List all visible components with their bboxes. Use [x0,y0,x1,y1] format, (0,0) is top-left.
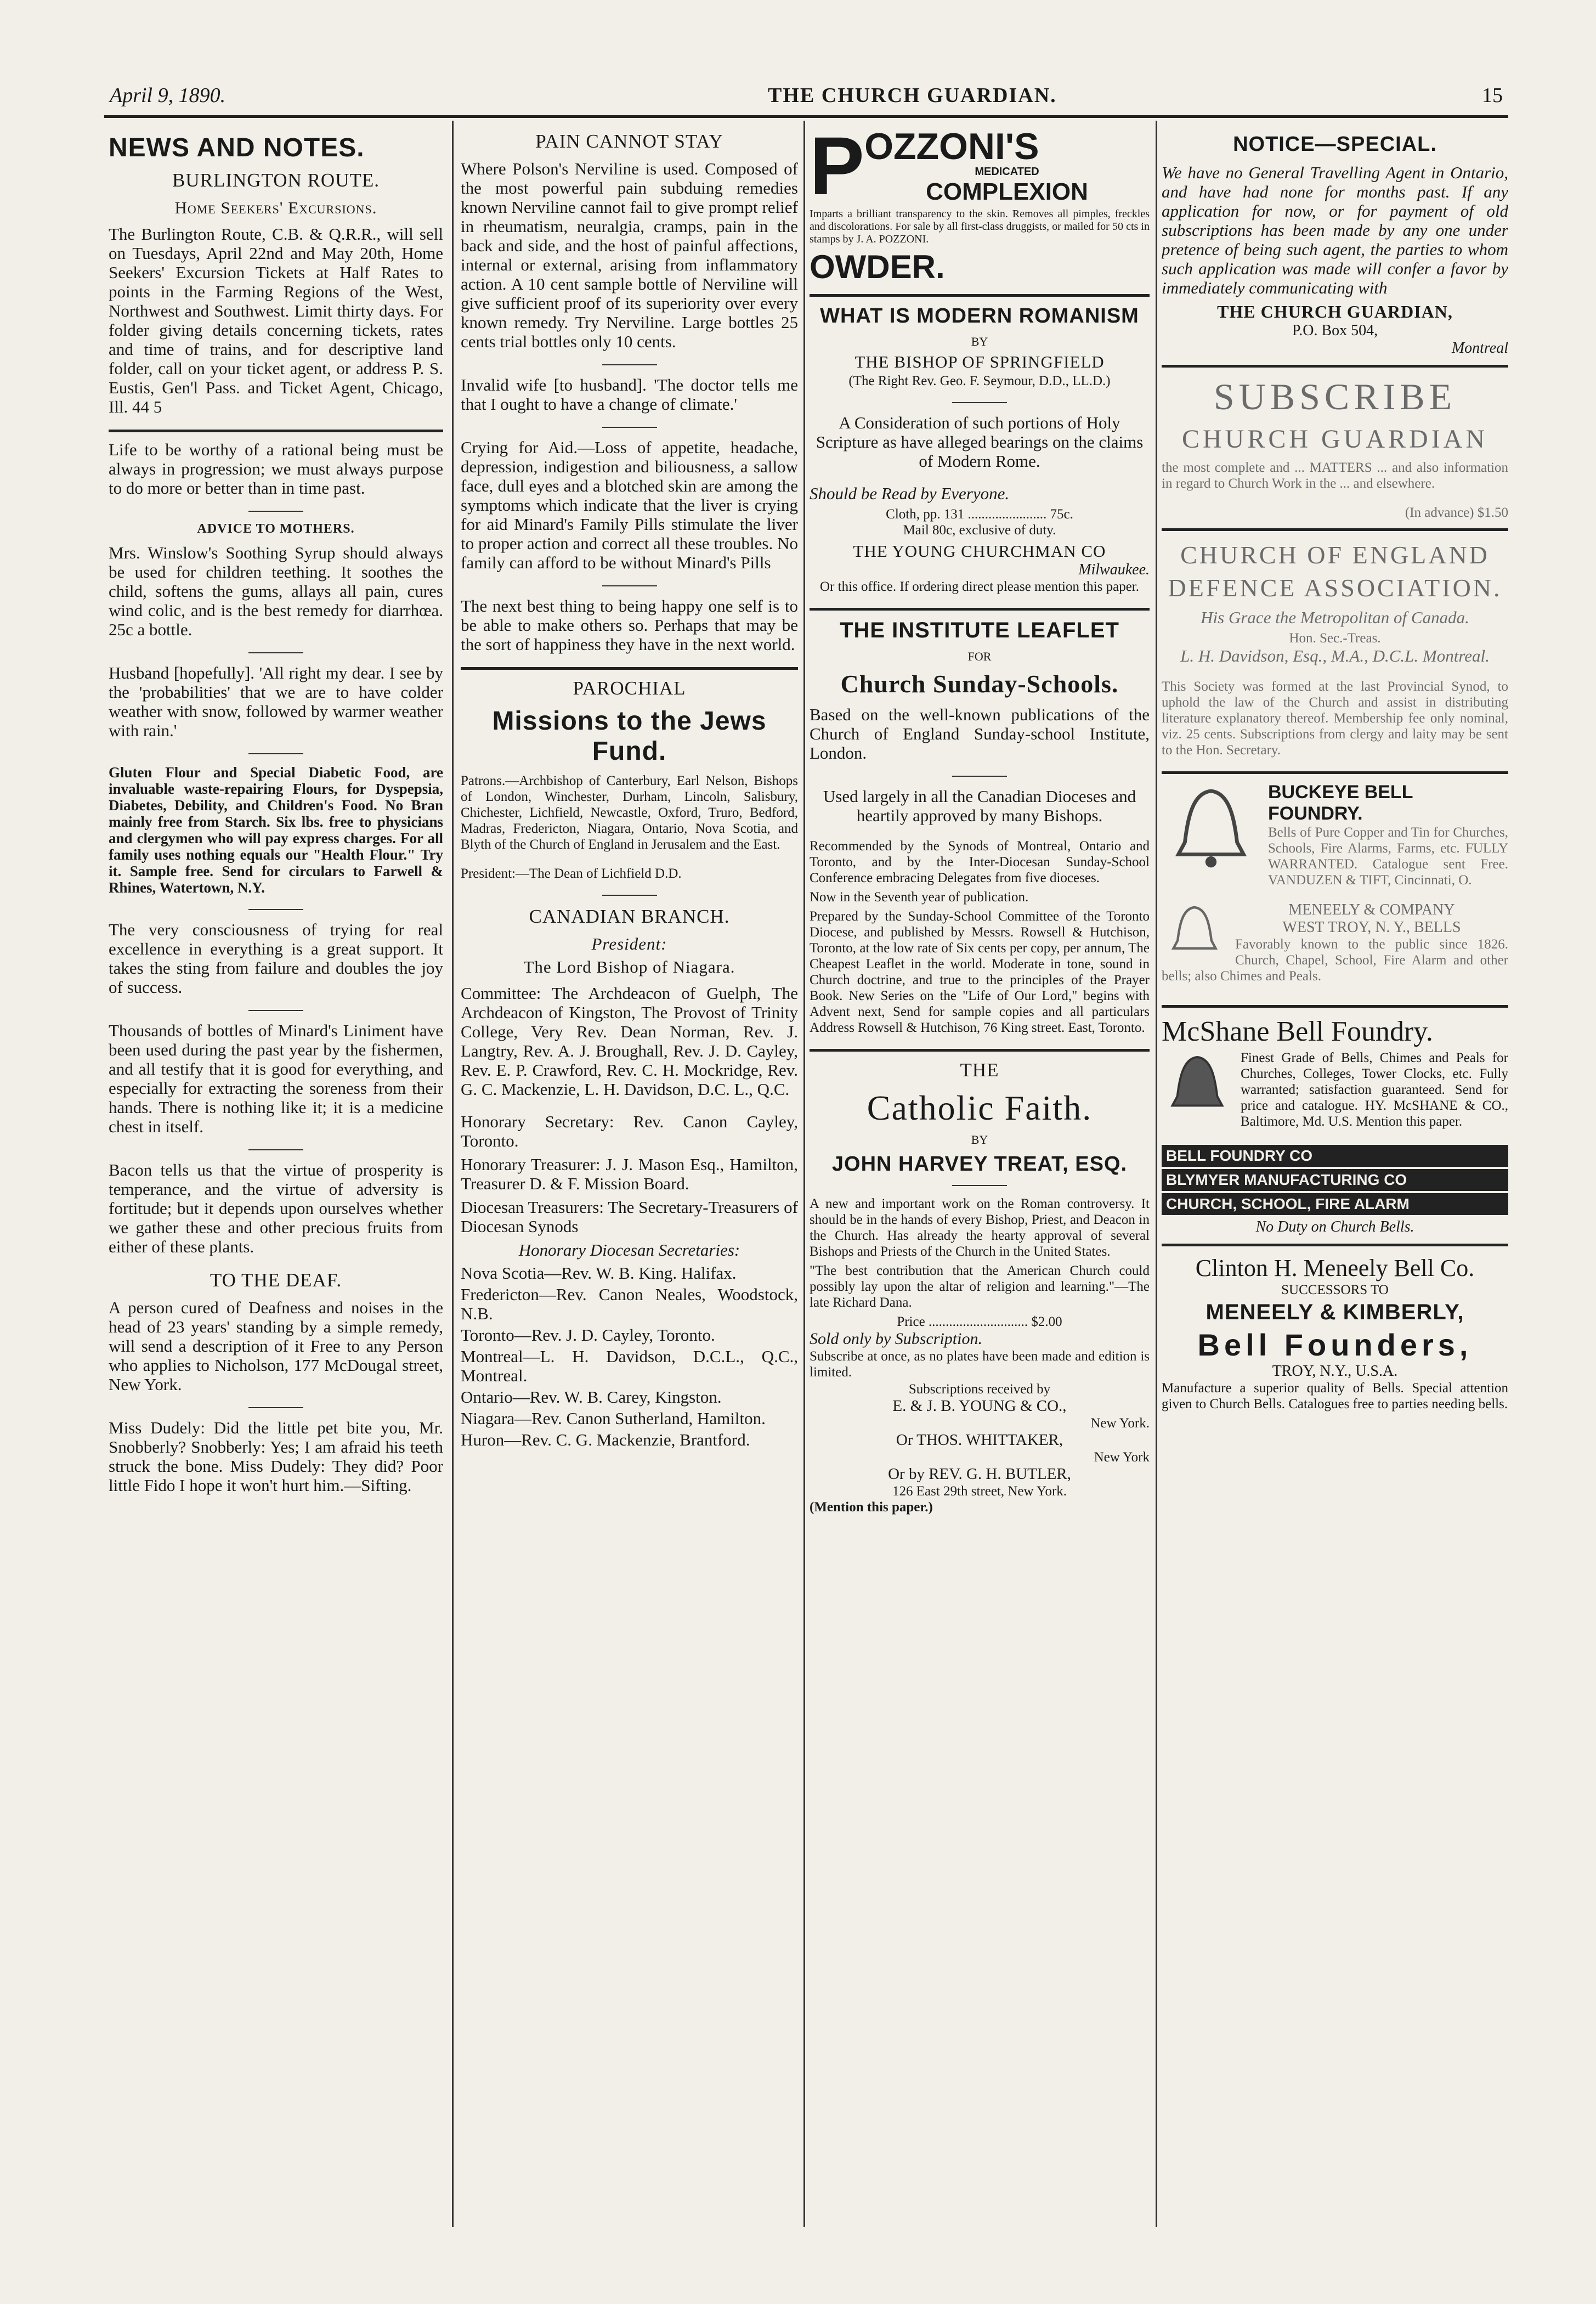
divider [1162,365,1508,368]
treat-author: JOHN HARVEY TREAT, ESQ. [831,1153,1128,1176]
deaf-heading: TO THE DEAF. [210,1269,342,1291]
buckeye-text: Bells of Pure Copper and Tin for Churches, Schools, Fire Alarms, Farms, etc. FULLY WARRANTED. Catalogue sent Free. VANDUZEN & TIFT, Cincinnati, O. [1268,825,1508,888]
butler: Or by REV. G. H. BUTLER, [888,1465,1071,1483]
blymyer-ad [1162,1145,1508,1236]
blymyer-strip: BELL FOUNDRY CO [1162,1145,1508,1167]
leaflet-now-in: Now in the Seventh year of publication. [810,890,1029,905]
divider [461,667,798,670]
dudely-paragraph: Miss Dudely: Did the little pet bite you, Mr. Snobberly? Snobberly: Yes; I am afraid his teeth struck the bone. Miss Dudely: They did? Poor little Fido I hope it won't hurt him.—Sifting. [109,1418,443,1495]
should-read: Should be Read by Everyone. [810,484,1010,503]
divider [810,608,1150,611]
guardian-box: P.O. Box 504, [1292,322,1378,339]
pozzoni-ad [810,127,1150,212]
leaflet-heading: THE INSTITUTE LEAFLET [840,618,1119,642]
deaf-paragraph: A person cured of Deafness and noises in the head of 23 years' standing by a simple remedy, will send a description of it Free to any Person who applies to Nicholson, 177 McDougal street, New York. [109,1298,443,1394]
pozzoni-complexion: COMPLEXION [926,178,1088,205]
order-note: Or this office. If ordering direct please mention this paper. [820,579,1139,594]
divider [810,1049,1150,1052]
secretary-entry: Niagara—Rev. Canon Sutherland, Hamilton. [461,1409,766,1428]
diocesan-treasurers: Diocesan Treasurers: The Secretary-Treasurers of Diocesan Synods [461,1198,798,1236]
defence-association-heading: CHURCH OF ENGLAND DEFENCE ASSOCIATION. [1168,541,1502,602]
hon-treasurer: Honorary Treasurer: J. J. Mason Esq., Hamilton, Treasurer D. & F. Mission Board. [461,1155,798,1193]
parochial-heading: PAROCHIAL [573,677,686,699]
divider [952,402,1007,403]
advance-price: (In advance) $1.50 [1405,505,1508,520]
patrons-text: Patrons.—Archbishop of Canterbury, Earl Nelson, Bishops of London, Winchester, Durham, Lincoln, Salisbury, Chichester, Lichfield, Newcastle, Oxford, Truro, Bedford, Madras, Fredericton, Niagara, Ontario, Nova Scotia, and Blyth of the Church of England in Jerusalem and the East. [461,773,798,852]
president-lichfield: President:—The Dean of Lichfield D.D. [461,866,682,881]
mcshane-heading: McShane Bell Foundry. [1162,1016,1433,1047]
pozzoni-medicated: MEDICATED [975,166,1039,178]
price: Price ............................. $2.00 [897,1314,1062,1329]
divider [248,1407,303,1408]
leaflet-based: Based on the well-known publications of the Church of England Sunday-school Institute, London. [810,705,1150,763]
divider [248,909,303,910]
milwaukee: Milwaukee. [1078,561,1150,578]
secretary-entry: Nova Scotia—Rev. W. B. King. Halifax. [461,1263,737,1283]
news-notes-heading: NEWS AND NOTES. [109,133,365,162]
dana-quote: "The best contribution that the American Church could possibly lay upon the altar of religion and learning."—The late Richard Dana. [810,1263,1150,1310]
meneely-text: Favorably known to the public since 1826. Church, Chapel, School, Fire Alarm and other bells; also Chimes and Peals. [1162,937,1508,984]
buckeye-heading: BUCKEYE BELL FOUNDRY. [1268,782,1413,824]
society-text: This Society was formed at the last Provincial Synod, to uphold the law of the Church and assist in distributing literature explanatory thereof. Membership fee only nominal, viz. 25 cents. Subscriptions from clergy and laity may be sent to the Hon. Secretary. [1162,679,1508,758]
gluten-flour-ad: Gluten Flour and Special Diabetic Food, are invaluable waste-repairing Flours, for Dyspepsia, Diabetes, Debility, and Children's Food. No Bran mainly free from Starch. Six lbs. free to physicians and clergymen who will pay express charges. For all family uses nothing equals our "Health Flour." Try it. Sample free. Send for circulars to Farwell & Rhines, Watertown, N.Y. [109,764,443,896]
mail-price: Mail 80c, exclusive of duty. [903,523,1056,538]
new-york: New York [1094,1450,1150,1465]
new-work-text: A new and important work on the Roman controversy. It should be in the hands of every Bishop, Priest, and Deacon in the Church. Has already the hearty approval of several Bishops and Priests of the Church in the United States. [810,1196,1150,1259]
divider [248,753,303,754]
secretary-entry: Toronto—Rev. J. D. Cayley, Toronto. [461,1325,715,1345]
president-label: President: [591,934,667,953]
page-header [104,82,1508,118]
burlington-heading: BURLINGTON ROUTE. [172,170,380,191]
davidson: L. H. Davidson, Esq., M.A., D.C.L. Montreal. [1180,646,1490,665]
mcshane-text: Finest Grade of Bells, Chimes and Peals for Churches, Colleges, Tower Clocks, etc. Fully warranted; satisfaction guaranteed. Send for price and catalogue. HY. McSHANE & CO., Baltimore, Md. U.S. Mention this paper. [1241,1051,1508,1129]
column-rule [803,121,805,2227]
blymyer-strip: BLYMYER MANUFACTURING CO [1162,1169,1508,1191]
by-label: BY [971,335,988,348]
committee-text: Committee: The Archdeacon of Guelph, The Archdeacon of Kingston, The Provost of Trinity College, Very Rev. Dean Norman, Rev. J. Langtry, Rev. A. J. Broughall, Rev. J. D. Cayley, Rev. E. P. Crawford, Rev. C. H. Mockridge, Rev. G. C. Mackenzie, L. H. Davidson, D.C. L., Q.C. [461,984,798,1099]
bishop-subtitle: (The Right Rev. Geo. F. Seymour, D.D., LL.D.) [848,374,1111,388]
leaflet-prepared: Prepared by the Sunday-School Committee of the Toronto Diocese, and published by Messrs. Rowsell & Hutchison, Toronto, at the low rate of Six cents per copy, per annum, The Cheapest Leaflet in the world. Moderate in tone, sound in Church doctrine, and true to the principles of the Prayer Book. New Series on the "Life of Our Lord," begins with Advent next, Send for sample copies and all particulars Address Rowsell & Hutchison, 76 King street. East, Toronto. [810,909,1150,1035]
meneely-kimberly: MENEELY & KIMBERLY, [1206,1300,1464,1324]
meneely-heading: MENEELY & COMPANY [1288,901,1455,918]
next-best-paragraph: The next best thing to being happy one self is to be able to make others so. Perhaps that may be the sort of happiness they have in the next world. [461,596,798,654]
subscribe-heading: SUBSCRIBE [1213,376,1457,417]
divider [109,430,443,432]
divider [952,1185,1007,1186]
secretary-entry: Fredericton—Rev. Canon Neales, Woodstock, N.B. [461,1285,798,1323]
column-3 [810,127,1150,2222]
pozzoni-powder: OWDER. [810,249,945,285]
divider [1162,1005,1508,1008]
the-label: THE [960,1059,999,1081]
secretary-entry: Ontario—Rev. W. B. Carey, Kingston. [461,1387,722,1407]
pain-heading: PAIN CANNOT STAY [535,131,723,152]
secretaries-list [461,1263,798,1449]
life-paragraph: Life to be worthy of a rational being must be always in progression; we must always purpose to do more or better than in time past. [109,440,443,498]
nerviline-ad: Where Polson's Nerviline is used. Composed of the most powerful pain subduing remedies known Nerviline cannot fail to give prompt relief in rheumatism, neuralgia, cramps, pain in the back and side, and the host of painful affections, internal or external, arising from inflammatory action. A 10 cent sample bottle of Nerviline will give sufficient proof of its superiority over every known remedy. Try Nerviline. Large bottles 25 cents trial bottles only 10 cents. [461,159,798,351]
advice-paragraph: Mrs. Winslow's Soothing Syrup should always be used for children teething. It soothes the child, softens the gums, allays all pain, cures wind colic, and is the best remedy for diarrhœa. 25c a bottle. [109,543,443,639]
meneely-company-ad [1162,901,1508,997]
page-number: 15 [1482,84,1503,107]
invalid-wife-paragraph: Invalid wife [to husband]. 'The doctor tells me that I ought to have a change of climate.' [461,375,798,414]
young-co: E. & J. B. YOUNG & CO., [892,1397,1067,1415]
divider [1162,1244,1508,1246]
bell-icon [1162,901,1227,962]
received-by: Subscriptions received by [908,1382,1051,1397]
guardian-address-name: THE CHURCH GUARDIAN, [1217,302,1453,321]
pozzoni-text: Imparts a brilliant transparency to the skin. Removes all pimples, freckles and discolorations. For sale by all first-class druggists, or mailed for 50 cts in stamps by J. A. POZZONI. [810,208,1150,245]
subscribe-note: Subscribe at once, as no plates have been made and edition is limited. [810,1349,1150,1380]
butler-address: 126 East 29th street, New York. [892,1484,1067,1499]
advice-heading: ADVICE TO MOTHERS. [197,522,355,536]
divider [602,585,657,586]
crying-for-aid-paragraph: Crying for Aid.—Loss of appetite, headache, depression, indigestion and biliousness, a sallow face, dull eyes and a blotched skin are among the symptoms which indicate that the liver is crying for aid Minard's Family Pills stimulate the liver to proper action and correct all these troubles. No family can afford to be without Minard's Pills [461,438,798,572]
bishop-springfield: THE BISHOP OF SPRINGFIELD [854,352,1105,371]
hon-secretary: Honorary Secretary: Rev. Canon Cayley, Toronto. [461,1112,798,1150]
newspaper-title: THE CHURCH GUARDIAN. [768,84,1057,107]
secretary-entry: Montreal—L. H. Davidson, D.C.L., Q.C., Montreal. [461,1347,798,1385]
catholic-faith-heading: Catholic Faith. [867,1088,1093,1127]
excursions-heading: Home Seekers' Excursions. [174,198,377,217]
mcshane-ad [1162,1015,1508,1143]
bell-founders: Bell Founders, [1197,1328,1473,1362]
column-1 [109,127,443,2222]
clinton-meneely-ad [1162,1254,1508,1412]
divider [248,1149,303,1150]
issue-date: April 9, 1890. [110,84,226,107]
west-troy: WEST TROY, N. Y., BELLS [1282,919,1461,936]
column-2 [461,127,798,2222]
bell-icon [1162,1050,1233,1121]
notice-text: We have no General Travelling Agent in Ontario, and have had none for months past. If any application for now, or for payment of old subscriptions has been made by any one under pretence of being such agent, the parties to whom such application was made will confer a favor by immediately communicating with [1162,163,1508,297]
romanism-heading: WHAT IS MODERN ROMANISM [820,304,1139,327]
president-name: The Lord Bishop of Niagara. [523,957,735,976]
consideration-text: A Consideration of such portions of Holy Scripture as have alleged bearings on the claims of Modern Rome. [816,413,1144,471]
divider [248,1010,303,1011]
bacon-paragraph: Bacon tells us that the virtue of prosperity is temperance, and the virtue of adversity is fortitude; but it depends upon ourselves whether we gather these and other precious fruits from either of these plants. [109,1160,443,1256]
leaflet-used: Used largely in all the Canadian Dioceses and heartily approved by many Bishops. [823,787,1136,825]
guardian-city: Montreal [1451,340,1508,357]
divider [1162,528,1508,531]
missions-heading: Missions to the Jews Fund. [492,707,767,766]
column-4 [1162,127,1508,2222]
bell-icon [1162,782,1260,875]
treasurer-label: Hon. Sec.-Treas. [1289,631,1381,646]
buckeye-bell-ad [1162,782,1508,901]
new-york: New York. [1090,1416,1150,1431]
husband-paragraph: Husband [hopefully]. 'All right my dear. I see by the 'probabilities' that we are to have colder weather with snow, followed by warmer weather with rain.' [109,663,443,740]
column-rule [1156,121,1157,2227]
divider [248,652,303,653]
blymyer-strip: CHURCH, SCHOOL, FIRE ALARM [1162,1193,1508,1215]
divider [602,364,657,365]
divider [602,427,657,428]
leaflet-recommended: Recommended by the Synods of Montreal, Ontario and Toronto, and by the Inter-Diocesan Sunday-School Conference embracing Delegates from five dioceses. [810,839,1150,885]
sold-by-subscription: Sold only by Subscription. [810,1330,982,1348]
burlington-notice: The Burlington Route, C.B. & Q.R.R., will sell on Tuesdays, April 22nd and May 20th, Home Seekers' Excursion Tickets at Half Rates to points in the Farming Regions of the West, Northwest and Southwest. Limit thirty days. For folder giving details concerning tickets, rates and time of trains, and for descriptive land folder, call on your ticket agent, or address P. S. Eustis, Gen'l Pass. and Ticket Agent, Chicago, Ill. 44 5 [109,224,443,416]
mention-paper: (Mention this paper.) [810,1500,933,1515]
divider [248,511,303,512]
column-rule [452,121,454,2227]
pozzoni-initial: P [810,127,865,212]
no-duty: No Duty on Church Bells. [1255,1218,1414,1235]
consciousness-paragraph: The very consciousness of trying for real excellence in everything is a great support. It takes the sting from failure and doubles the joy of success. [109,920,443,997]
church-guardian-heading: CHURCH GUARDIAN [1181,425,1489,454]
divider [810,294,1150,297]
cloth-price: Cloth, pp. 131 ....................... 75c. [886,507,1073,522]
canadian-branch-heading: CANADIAN BRANCH. [529,906,730,927]
sunday-schools-heading: Church Sunday-Schools. [840,670,1119,698]
by-label: BY [971,1133,988,1147]
patron: His Grace the Metropolitan of Canada. [1201,608,1469,627]
notice-heading: NOTICE—SPECIAL. [1233,133,1437,156]
secretary-entry: Huron—Rev. C. G. Mackenzie, Brantford. [461,1430,750,1449]
divider [952,776,1007,777]
whittaker: Or THOS. WHITTAKER, [896,1431,1063,1449]
diocesan-secretaries-label: Honorary Diocesan Secretaries: [518,1240,740,1260]
successors-label: SUCCESSORS TO [1281,1283,1389,1297]
manufacture-text: Manufacture a superior quality of Bells. Special attention given to Church Bells. Catalogues free to parties needing bells. [1162,1381,1508,1411]
divider [1162,771,1508,774]
troy-location: TROY, N.Y., U.S.A. [1272,1363,1398,1380]
clinton-heading: Clinton H. Meneely Bell Co. [1195,1255,1475,1281]
young-churchman: THE YOUNG CHURCHMAN CO [853,541,1106,561]
divider [602,895,657,896]
for-label: FOR [967,650,992,663]
pozzoni-name: OZZONI'S [864,127,1039,167]
minard-liniment-paragraph: Thousands of bottles of Minard's Liniment have been used during the past year by the fishermen, and all testify that it is good for everything, and especially for extracting the soreness from their hands. There is nothing like it; it is a medicine chest in itself. [109,1021,443,1136]
church-guardian-text: the most complete and ... MATTERS ... and also information in regard to Church Work in the ... and elsewhere. [1162,460,1508,491]
